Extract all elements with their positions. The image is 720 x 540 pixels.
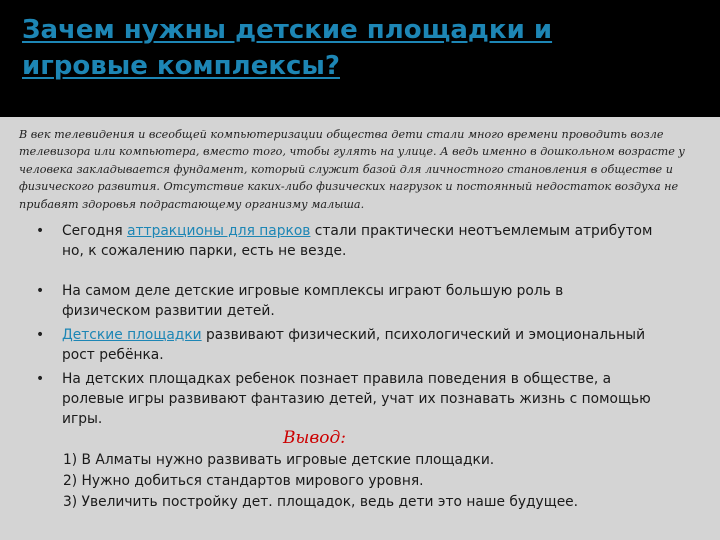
slide-content xyxy=(0,117,720,540)
conclusion-item: 2) Нужно добиться стандартов мирового уровня. xyxy=(63,473,424,489)
slide-title: Зачем нужны детские площадки и игровые комплексы? xyxy=(22,15,553,81)
conclusion-label: Вывод: xyxy=(283,428,346,448)
conclusion-item: 3) Увеличить постройку дет. площадок, ведь дети это наше будущее. xyxy=(63,494,579,510)
bullet-item: • На детских площадках ребенок познает правила поведения в обществе, а ролевые игры развивают фантазию детей, учат их познавать жизнь с помощью игры. xyxy=(36,369,656,429)
bullet-item: • Детские площадки развивают физический, психологический и эмоциональный рост ребёнка. xyxy=(36,325,656,365)
playgrounds-link[interactable]: Детские площадки xyxy=(62,327,202,343)
conclusion-item: 1) В Алматы нужно развивать игровые детские площадки. xyxy=(63,452,495,468)
title-band xyxy=(0,0,720,116)
conclusion-list xyxy=(63,450,683,513)
intro-paragraph: В век телевидения и всеобщей компьютеризации общества дети стали много времени проводить возле телевизора или компьютера, вместо того, чтобы гулять на улице. А ведь именно в дошкольном возрасте у человека закладывается фундамент, который служит базой для личностного становления в обществе и физического развития. Отсутствие каких-либо физических нагрузок и постоянный недостаток воздуха не прибавят здоровья подрастающему организму малыша. xyxy=(19,128,685,211)
bullet-list xyxy=(36,221,656,433)
bullet-item: • На самом деле детские игровые комплексы играют большую роль в физическом развитии детей. xyxy=(36,281,656,321)
parks-attractions-link[interactable]: аттракционы для парков xyxy=(127,223,311,239)
bullet-item: • Сегодня аттракционы для парков стали практически неотъемлемым атрибутом но, к сожалению парки, есть не везде. xyxy=(36,221,656,277)
